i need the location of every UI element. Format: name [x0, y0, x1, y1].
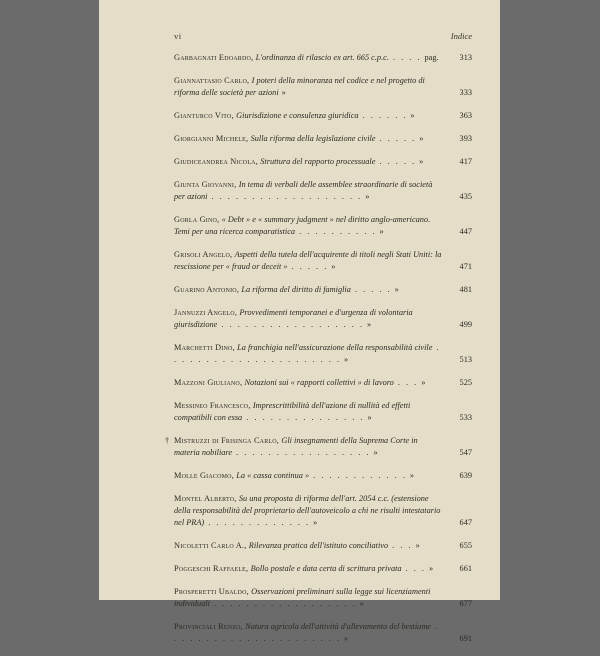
index-entry: [174, 284, 472, 296]
entry-title: L'ordinanza di rilascio ex art. 665 c.p.c.: [255, 53, 389, 62]
page-marker: »: [421, 378, 426, 387]
page-marker: »: [359, 599, 364, 608]
page-marker: »: [419, 134, 424, 143]
leader-dots: . . . . . .: [358, 111, 408, 120]
entry-page-number: 547: [459, 448, 472, 457]
page-marker: »: [394, 285, 399, 294]
entry-page-number: 481: [459, 285, 472, 294]
entry-page-number: 499: [459, 320, 472, 329]
entry-author: Giannattasio Carlo,: [174, 76, 252, 85]
entry-page-number: 513: [459, 355, 472, 364]
entry-title: I poteri della minoranza nel codice e nel progetto di riforma delle società per azioni: [174, 76, 425, 97]
page-marker: »: [419, 157, 424, 166]
running-header: [174, 31, 472, 43]
page-marker: »: [313, 518, 318, 527]
index-entry: [174, 400, 472, 424]
entry-author: Mazzoni Giuliano,: [174, 378, 245, 387]
entry-author: Messineo Francesco,: [174, 401, 253, 410]
entry-title: Natura agricola dell'attività d'allevamento del bestiame: [245, 622, 431, 631]
entry-title: Aspetti della tutela dell'acquirente di titoli negli Stati Uniti: la rescissione per « fraud or deceit »: [174, 250, 442, 271]
running-title: Indice: [450, 31, 472, 41]
index-entry: [174, 75, 472, 99]
index-entry: [174, 493, 472, 529]
entry-title: La franchigia nell'assicurazione della responsabilità civile: [237, 343, 433, 352]
page-marker: »: [373, 448, 378, 457]
entry-page-number: 435: [459, 192, 472, 201]
page-marker: »: [367, 413, 372, 422]
entry-page-number: 525: [459, 378, 472, 387]
entry-author: Guarino Antonio,: [174, 285, 242, 294]
page-marker: »: [365, 192, 370, 201]
entry-page-number: 639: [459, 471, 472, 480]
entry-title: Struttura del rapporto processuale: [260, 157, 376, 166]
entry-title: Giurisdizione e consulenza giuridica: [236, 111, 359, 120]
index-entry: [165, 435, 472, 459]
entry-title: Su una proposta di riforma dell'art. 2054 c.c. (estensione della responsabilità del proprietario dell'autoveicolo a chi ne risulti intestatario nel PRA): [174, 494, 441, 527]
entry-page-number: 393: [459, 134, 472, 143]
index-entry: [174, 52, 472, 64]
entry-page-number: 333: [459, 88, 472, 97]
leader-dots: . . . . .: [375, 134, 417, 143]
entry-author: Nicoletti Carlo A.,: [174, 541, 249, 550]
leader-dots: . . . . .: [350, 285, 392, 294]
page-marker: »: [331, 262, 336, 271]
entry-author: Prosperetti Ubaldo,: [174, 587, 252, 596]
leader-dots: . . . . .: [287, 262, 329, 271]
leader-dots: . . . . . . . . . . . . . . .: [242, 413, 365, 422]
entry-author: Giorgianni Michele,: [174, 134, 251, 143]
index-entry: [174, 342, 472, 366]
leader-dots: . . . . . . . . . . . . . . . . . .: [209, 599, 357, 608]
entry-page-number: 647: [459, 518, 472, 527]
entry-title: Notazioni sui « rapporti collettivi » di lavoro: [244, 378, 394, 387]
deceased-dagger: †: [165, 436, 170, 445]
index-entry: [174, 156, 472, 168]
leader-dots: . . .: [401, 564, 427, 573]
entry-title: Gli insegnamenti della Suprema Corte in materia nobiliare: [174, 436, 418, 457]
entry-author: Poggeschi Raffaele,: [174, 564, 251, 573]
index-entry: [174, 563, 472, 575]
entry-author: Grisoli Angelo,: [174, 250, 235, 259]
entry-author: Gorla Gino,: [174, 215, 222, 224]
page-marker: »: [379, 227, 384, 236]
page-marker: »: [415, 541, 420, 550]
page-number: vi: [174, 31, 182, 41]
entry-page-number: 363: [459, 111, 472, 120]
page-marker: »: [281, 88, 286, 97]
entry-page-number: 533: [459, 413, 472, 422]
index-list: [165, 52, 472, 656]
entry-page-number: 655: [459, 541, 472, 550]
entry-title: Provvedimenti temporanei e d'urgenza di volontaria giurisdizione: [174, 308, 413, 329]
leader-dots: . . . . . . . . . . . .: [309, 471, 407, 480]
leader-dots: . . . . . . . . . . . . . . . . . . .: [207, 192, 363, 201]
entry-title: La riforma del diritto di famiglia: [241, 285, 351, 294]
index-entry: [174, 377, 472, 389]
entry-title: Sulla riforma della legislazione civile: [250, 134, 376, 143]
leader-dots: . . . . . . . . . .: [295, 227, 377, 236]
page-marker: »: [410, 111, 415, 120]
leader-dots: . . .: [388, 541, 413, 550]
index-entry: [174, 621, 472, 645]
entry-author: Marchetti Dino,: [174, 343, 238, 352]
leader-dots: . . . .: [388, 53, 422, 62]
page-marker: »: [367, 320, 372, 329]
entry-author: Jannuzzi Angelo,: [174, 308, 240, 317]
page-marker: »: [344, 355, 349, 364]
entry-title: La « cassa continua »: [236, 471, 310, 480]
index-entry: [174, 249, 472, 273]
entry-author: Gianturco Vito,: [174, 111, 237, 120]
leader-dots: . . .: [393, 378, 419, 387]
page-marker: »: [409, 471, 415, 480]
entry-author: Garbagnati Edoardo,: [174, 53, 256, 62]
book-page: [99, 0, 500, 643]
page-marker: »: [429, 564, 434, 573]
index-entry: [174, 586, 472, 610]
entry-author: Montel Alberto,: [174, 494, 239, 503]
index-entry: [174, 133, 472, 145]
entry-page-number: 661: [459, 564, 472, 573]
index-entry: [174, 179, 472, 203]
entry-page-number: 677: [459, 599, 472, 608]
page-marker: pag.: [424, 53, 439, 62]
index-entry: [174, 307, 472, 331]
entry-title: Rilevanza pratica dell'istituto conciliativo: [248, 541, 389, 550]
leader-dots: . . . . .: [375, 157, 417, 166]
entry-title: Bollo postale e data certa di scrittura privata: [250, 564, 402, 573]
entry-author: Giunta Giovanni,: [174, 180, 239, 189]
entry-page-number: 313: [459, 53, 472, 62]
leader-dots: . . . . . . . . . . . . .: [204, 518, 311, 527]
index-entry: [174, 540, 472, 552]
entry-page-number: 417: [459, 157, 472, 166]
leader-dots: . . . . . . . . . . . . . . . . .: [232, 448, 371, 457]
index-entry: [174, 110, 472, 122]
leader-dots: . . . . . . . . . . . . . . . . . .: [217, 320, 365, 329]
entry-author: Molle Giacomo,: [174, 471, 237, 480]
index-entry: [174, 470, 472, 482]
index-entry: [174, 214, 472, 238]
entry-page-number: 471: [459, 262, 472, 271]
entry-author: Mistruzzi di Frisinga Carlo,: [174, 436, 282, 445]
leader-dots: . . . . . . . . . . . . . . . . . . . . . .: [174, 622, 440, 643]
entry-author: Giudiceandrea Nicola,: [174, 157, 261, 166]
entry-title: Osservazioni preliminari sulla legge sui licenziamenti individuali: [174, 587, 431, 608]
entry-title: Imprescrittibilità dell'azione di nullità ed effetti compatibili con essa: [174, 401, 411, 422]
leader-dots: . . . . . . . . . . . . . . . . . . . . . .: [174, 343, 441, 364]
entry-title: « Debt » e « summary judgment » nel diritto anglo-americano. Temi per una ricerca comparatistica: [174, 215, 431, 236]
entry-author: Provinciali Renzo,: [174, 622, 246, 631]
entry-title: In tema di verbali delle assemblee straordinarie di società per azioni: [174, 180, 433, 201]
page-marker: »: [344, 634, 349, 643]
entry-page-number: 447: [459, 227, 472, 236]
entry-page-number: 691: [459, 634, 472, 643]
